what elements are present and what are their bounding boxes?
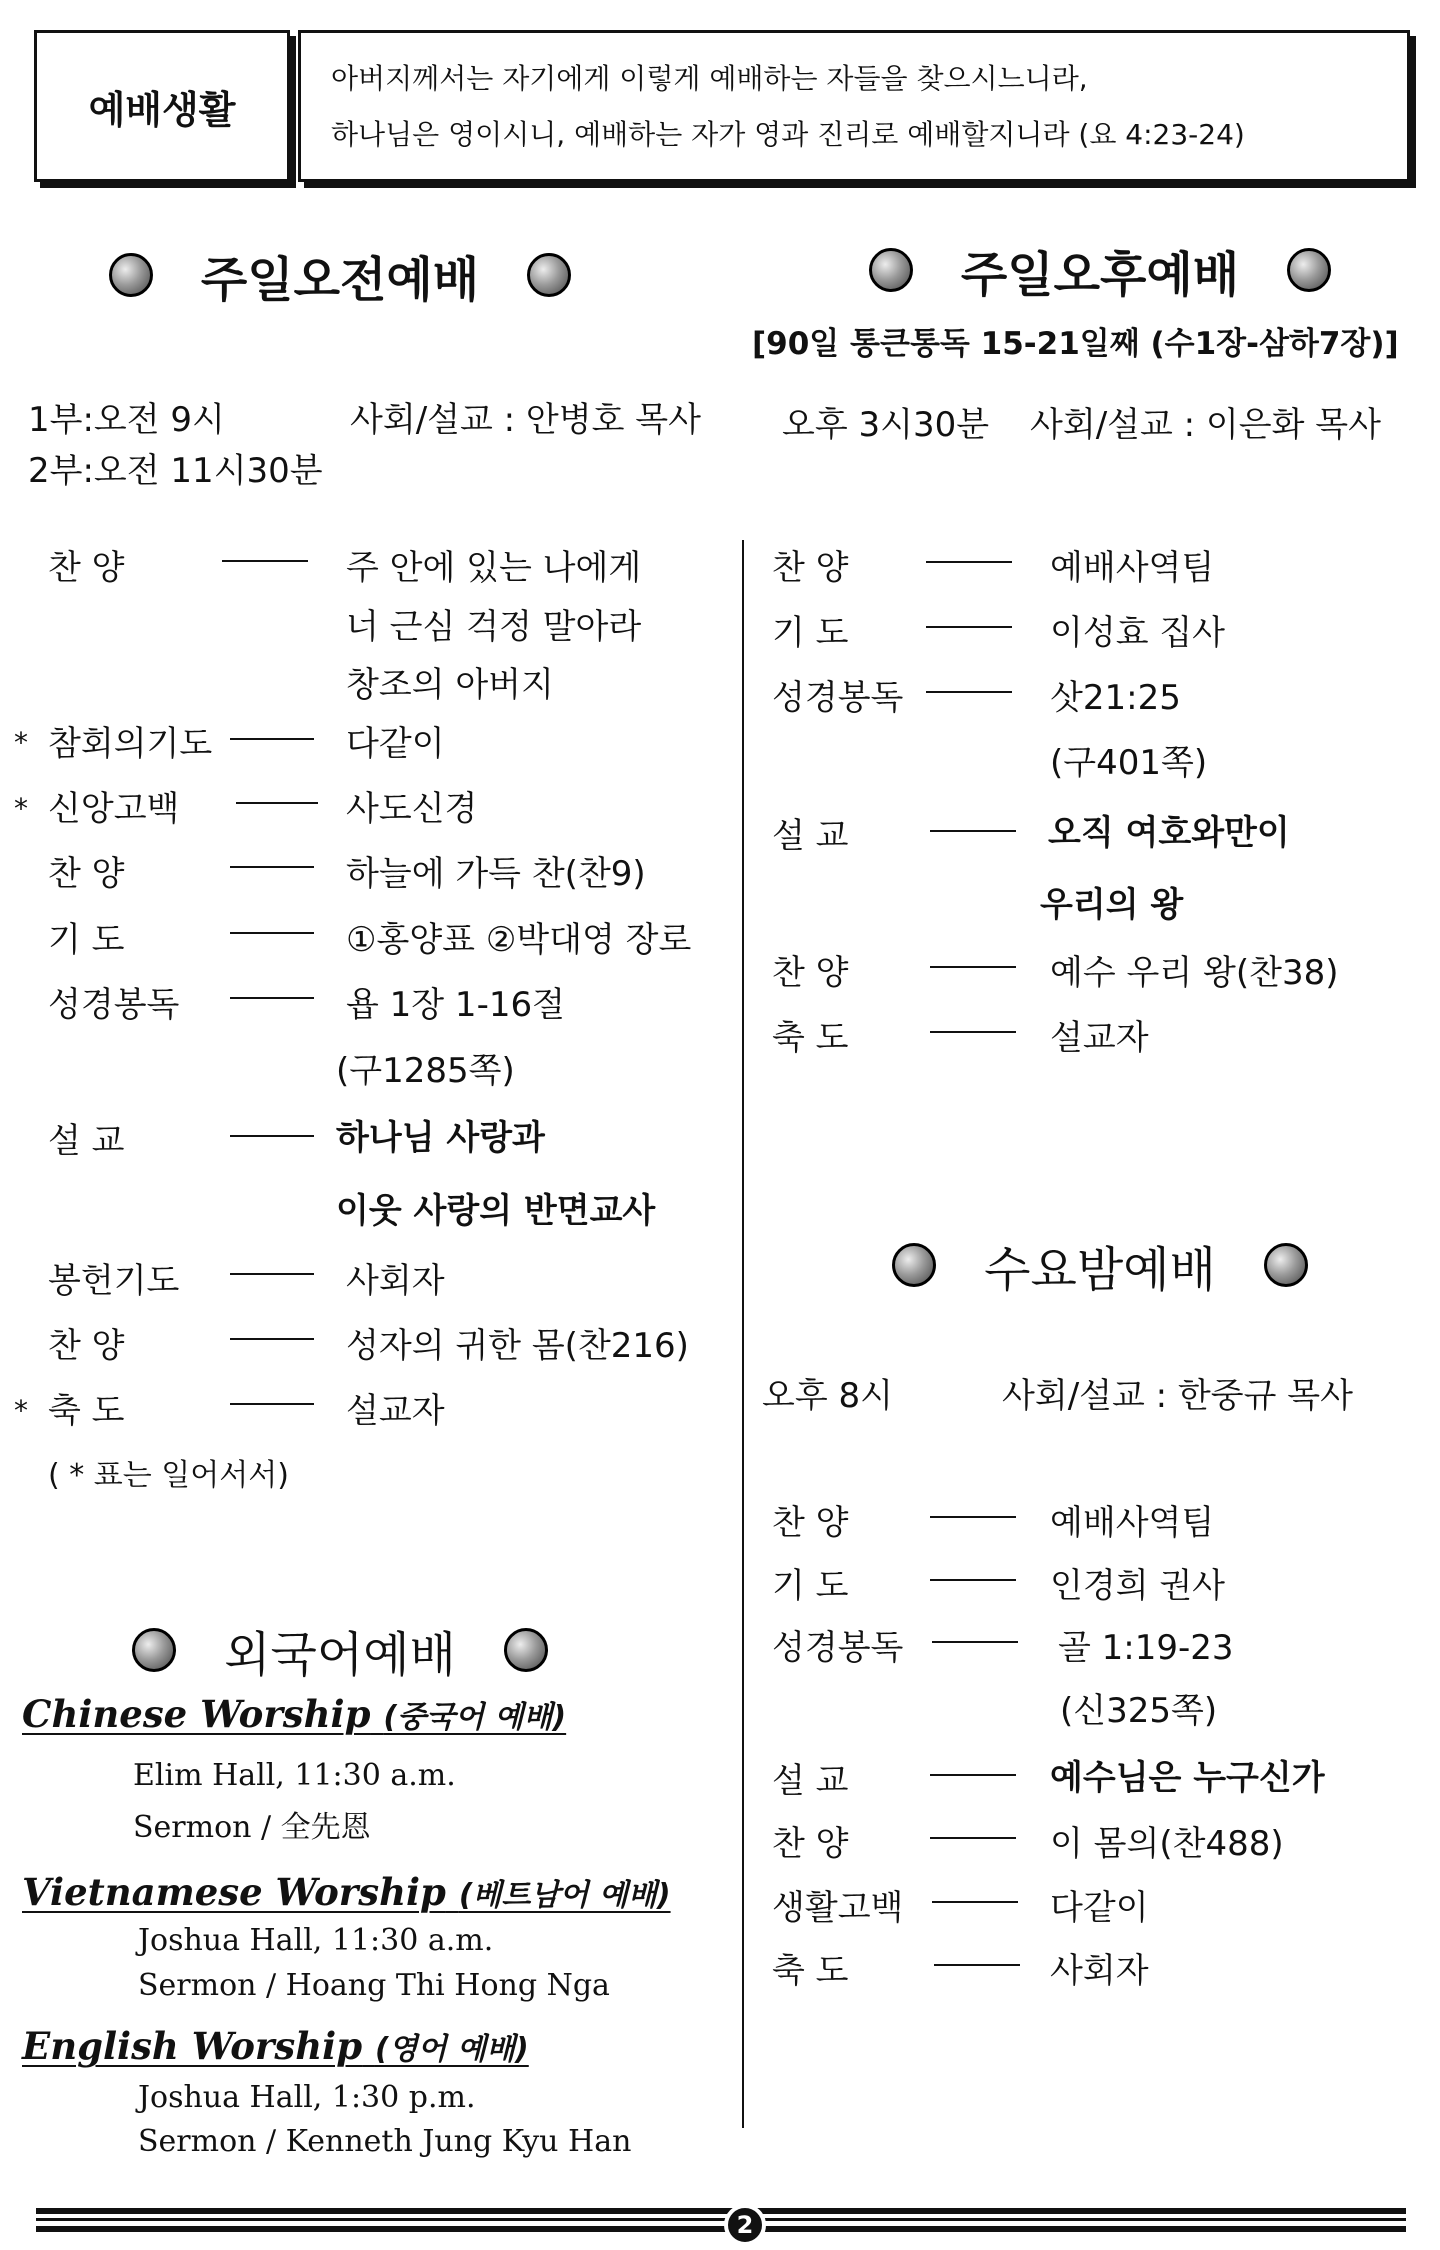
standing-mark: *	[14, 792, 28, 825]
english-place: Joshua Hall, 1:30 p.m.	[138, 2080, 476, 2115]
afternoon-sermon-title-1: 오직 여호와만이	[1048, 813, 1290, 853]
section-label: 예배생활	[88, 87, 236, 132]
wednesday-reading-page: (신325쪽)	[1060, 1691, 1218, 1731]
morning-hymn2-label: 찬 양	[48, 854, 125, 894]
afternoon-bless-value: 설교자	[1050, 1018, 1149, 1058]
morning-heading	[60, 240, 620, 310]
wednesday-hymn-value: 예배사역팀	[1050, 1503, 1215, 1543]
dash	[926, 626, 1012, 628]
footer-rule-bottom	[36, 2226, 1406, 2232]
morning-reading-label: 성경봉독	[48, 985, 180, 1025]
bullet-icon	[1287, 248, 1331, 292]
morning-reading-page: (구1285쪽)	[336, 1051, 515, 1091]
morning-repent-label: 참회의기도	[48, 724, 213, 764]
dash	[930, 966, 1016, 968]
dash	[230, 866, 314, 868]
dash	[934, 1964, 1020, 1966]
dash	[930, 1837, 1016, 1839]
wednesday-reading-label: 성경봉독	[772, 1628, 904, 1668]
dash	[230, 997, 314, 999]
bullet-icon	[132, 1628, 176, 1672]
morning-time-1: 1부:오전 9시	[28, 400, 225, 440]
afternoon-leader: 사회/설교 : 이은화 목사	[1030, 405, 1381, 445]
morning-hymn3-value: 성자의 귀한 몸(찬216)	[346, 1326, 689, 1366]
dash	[932, 1901, 1018, 1903]
wednesday-confession-label: 생활고백	[772, 1888, 904, 1928]
standing-mark: *	[14, 1394, 28, 1427]
morning-bless-value: 설교자	[346, 1391, 445, 1431]
chinese-title-ko: (중국어 예배)	[383, 1700, 567, 1735]
morning-reading-value: 욥 1장 1-16절	[346, 985, 565, 1025]
chinese-sermon: Sermon / 全先恩	[133, 1810, 371, 1845]
afternoon-sermon-label: 설 교	[772, 816, 849, 856]
dash	[930, 830, 1016, 832]
wednesday-hymn2-label: 찬 양	[772, 1824, 849, 1864]
page-number: 2	[724, 2204, 766, 2246]
foreign-heading	[60, 1615, 620, 1685]
english-worship-title	[22, 2024, 529, 2068]
morning-hymn1-c: 창조의 아버지	[346, 665, 554, 705]
dash	[930, 1516, 1016, 1518]
wednesday-confession-value: 다같이	[1050, 1888, 1149, 1928]
dash	[222, 560, 308, 562]
vietnamese-title-en: Vietnamese Worship	[22, 1870, 446, 1914]
afternoon-subtitle: [90일 통큰통독 15-21일째 (수1장-삼하7장)]	[752, 326, 1399, 362]
foreign-title: 외국어예배	[224, 1626, 456, 1683]
afternoon-time: 오후 3시30분	[782, 405, 990, 445]
chinese-place: Elim Hall, 11:30 a.m.	[133, 1758, 456, 1793]
english-sermon: Sermon / Kenneth Jung Kyu Han	[138, 2124, 632, 2159]
wednesday-reading-value: 골 1:19-23	[1058, 1628, 1234, 1668]
morning-hymn1-label: 찬 양	[48, 548, 125, 588]
morning-hymn1-b: 너 근심 걱정 말아라	[346, 607, 642, 647]
afternoon-hymn2-label: 찬 양	[772, 953, 849, 993]
dash	[930, 1031, 1016, 1033]
wednesday-title: 수요밤예배	[984, 1241, 1216, 1298]
wednesday-prayer-label: 기 도	[772, 1566, 849, 1606]
afternoon-sermon-title-2: 우리의 왕	[1040, 885, 1184, 925]
morning-hymn2-value: 하늘에 가득 찬(찬9)	[346, 854, 646, 894]
morning-offering-value: 사회자	[346, 1261, 445, 1301]
verse-line-2: 하나님은 영이시니, 예배하는 자가 영과 진리로 예배할지니라 (요 4:23-24)	[331, 118, 1245, 151]
dash	[230, 738, 314, 740]
dash	[930, 1579, 1016, 1581]
dash	[932, 1641, 1018, 1643]
morning-leader: 사회/설교 : 안병호 목사	[350, 400, 701, 440]
bullet-icon	[109, 253, 153, 297]
afternoon-prayer-value: 이성효 집사	[1050, 613, 1226, 653]
afternoon-hymn2-value: 예수 우리 왕(찬38)	[1050, 953, 1339, 993]
bullet-icon	[527, 253, 571, 297]
dash	[930, 1774, 1016, 1776]
footer-rule-top	[36, 2208, 1406, 2214]
morning-sermon-title-2: 이웃 사랑의 반면교사	[336, 1191, 656, 1231]
morning-prayer-label: 기 도	[48, 920, 125, 960]
chinese-worship-title	[22, 1692, 566, 1736]
bullet-icon	[869, 248, 913, 292]
morning-offering-label: 봉헌기도	[48, 1261, 180, 1301]
dash	[230, 1403, 314, 1405]
morning-creed-value: 사도신경	[346, 789, 478, 829]
morning-repent-value: 다같이	[346, 724, 445, 764]
wednesday-bless-label: 축 도	[772, 1951, 849, 1991]
bullet-icon	[504, 1628, 548, 1672]
afternoon-prayer-label: 기 도	[772, 613, 849, 653]
vietnamese-title-ko: (베트남어 예배)	[458, 1878, 671, 1913]
afternoon-title: 주일오후예배	[960, 246, 1240, 303]
morning-sermon-label: 설 교	[48, 1121, 125, 1161]
section-label-box	[34, 30, 290, 182]
afternoon-reading-page: (구401쪽)	[1050, 743, 1208, 783]
dash	[926, 561, 1012, 563]
standing-note: ( * 표는 일어서서)	[48, 1458, 289, 1493]
column-divider	[742, 540, 744, 2128]
morning-hymn1-a: 주 안에 있는 나에게	[346, 548, 642, 588]
morning-bless-label: 축 도	[48, 1391, 125, 1431]
morning-title: 주일오전예배	[200, 251, 480, 308]
vietnamese-worship-title	[22, 1870, 671, 1914]
afternoon-bless-label: 축 도	[772, 1018, 849, 1058]
wednesday-hymn2-value: 이 몸의(찬488)	[1050, 1824, 1284, 1864]
bullet-icon	[1264, 1243, 1308, 1287]
footer-rule-middle	[36, 2218, 1406, 2221]
morning-time-2: 2부:오전 11시30분	[28, 451, 323, 491]
wednesday-bless-value: 사회자	[1050, 1951, 1149, 1991]
morning-prayer-value: ①홍양표 ②박대영 장로	[346, 920, 692, 960]
standing-mark: *	[14, 726, 28, 759]
verse-box	[298, 30, 1410, 182]
wednesday-hymn-label: 찬 양	[772, 1503, 849, 1543]
vietnamese-place: Joshua Hall, 11:30 a.m.	[138, 1923, 494, 1958]
english-title-en: English Worship	[22, 2024, 363, 2068]
dash	[230, 1273, 314, 1275]
dash	[926, 691, 1012, 693]
morning-sermon-title-1: 하나님 사랑과	[336, 1118, 545, 1158]
afternoon-hymn-value: 예배사역팀	[1050, 548, 1215, 588]
morning-hymn3-label: 찬 양	[48, 1326, 125, 1366]
dash	[236, 802, 318, 804]
wednesday-leader: 사회/설교 : 한중규 목사	[1002, 1376, 1353, 1416]
wednesday-sermon-label: 설 교	[772, 1761, 849, 1801]
afternoon-heading	[820, 235, 1380, 305]
afternoon-reading-label: 성경봉독	[772, 678, 904, 718]
afternoon-hymn-label: 찬 양	[772, 548, 849, 588]
bullet-icon	[892, 1243, 936, 1287]
wednesday-sermon-title: 예수님은 누구신가	[1050, 1758, 1325, 1798]
wednesday-heading	[820, 1230, 1380, 1300]
afternoon-reading-value: 삿21:25	[1050, 678, 1181, 718]
english-title-ko: (영어 예배)	[374, 2032, 529, 2067]
wednesday-time: 오후 8시	[762, 1376, 893, 1416]
dash	[230, 1135, 314, 1137]
dash	[230, 1338, 314, 1340]
verse-line-1: 아버지께서는 자기에게 이렇게 예배하는 자들을 찾으시느니라,	[331, 62, 1088, 95]
vietnamese-sermon: Sermon / Hoang Thi Hong Nga	[138, 1968, 610, 2003]
chinese-title-en: Chinese Worship	[22, 1692, 371, 1736]
dash	[230, 932, 314, 934]
morning-creed-label: 신앙고백	[48, 789, 180, 829]
wednesday-prayer-value: 인경희 권사	[1050, 1566, 1226, 1606]
